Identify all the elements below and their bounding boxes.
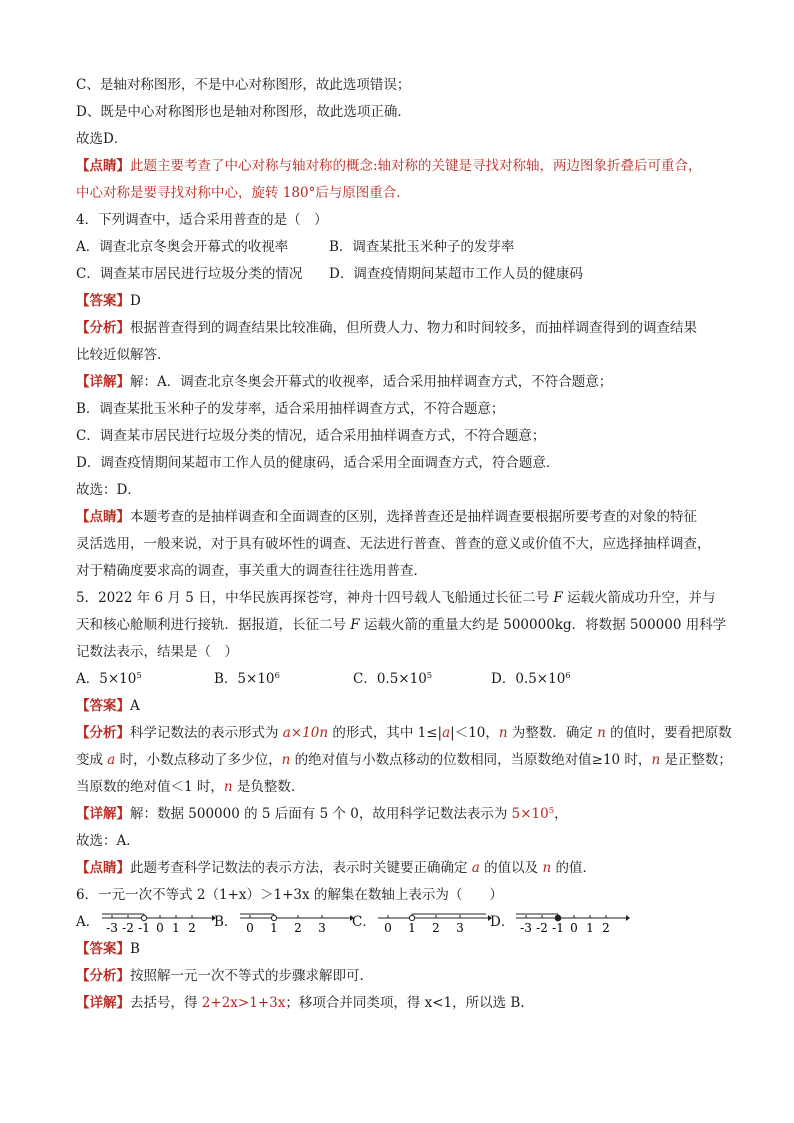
dianjing-tag: 【点睛】	[76, 860, 130, 876]
q5-var-a: a	[107, 752, 116, 768]
open-point	[409, 915, 414, 920]
q4-analysis-line-1	[76, 315, 726, 342]
dianjing-tag: 【点睛】	[76, 158, 130, 174]
q4-detail-line-2: B．调查某批玉米种子的发芽率，适合采用抽样调查方式，不符合题意；	[76, 401, 505, 417]
q5-dianjing-text: 的值以及	[479, 860, 543, 876]
q5-detail-exp: 5	[548, 806, 555, 816]
q4-detail-line-1	[76, 369, 726, 396]
answer-tag: 【答案】	[76, 698, 130, 714]
tick-label: 1	[172, 921, 180, 935]
q4-option-a: A．调查北京冬奥会开幕式的收视率	[76, 239, 289, 255]
prev-dianjing-line-1	[76, 153, 726, 180]
q6-analysis-line	[76, 963, 726, 990]
q5-analysis-text: 科学记数法的表示形式为	[130, 725, 283, 741]
tick-label: 1	[408, 921, 416, 935]
q5-detail-line	[76, 801, 726, 828]
q5-var-n: n	[498, 725, 508, 741]
q5-detail-text: 解：数据 500000 的 5 后面有 5 个 0，故用科学记数法表示为	[130, 806, 512, 822]
q6-answer: B	[130, 941, 140, 957]
tick-label: 2	[294, 921, 302, 935]
q5-dianjing-line	[76, 855, 726, 882]
q5-detail-text: ，	[554, 806, 568, 822]
q5-stem-text: 运载火箭的重量大约是 500000kg．将数据 500000 用科学	[359, 617, 727, 633]
tick-label: -3	[520, 921, 532, 935]
detail-tag: 【详解】	[76, 374, 130, 390]
tick-label: -2	[122, 921, 134, 935]
q5-var-a: a	[442, 725, 451, 741]
tick-label: 0	[384, 921, 392, 935]
prev-dianjing-line-2: 中心对称是要寻找对称中心，旋转 180°后与原图重合．	[76, 185, 410, 201]
q6-answer-line	[76, 936, 726, 963]
q5-var-n: n	[597, 725, 606, 741]
q6-detail-formula: 2+2x>1+3x	[201, 995, 286, 1011]
q5-var-n: n	[281, 752, 291, 768]
q4-stem: 4．下列调查中，适合采用普查的是（ ）	[76, 212, 328, 228]
tick-label: 2	[432, 921, 440, 935]
q5-analysis-text: 变成	[76, 752, 108, 768]
q4-dianjing-line-2: 灵活选用，一般来说，对于具有破坏性的调查、无法进行普查、普查的意义或价值不大，应选择抽样调查，	[76, 536, 711, 552]
q5-var-n: n	[223, 779, 233, 795]
q4-analysis-line-2: 比较近似解答．	[76, 347, 171, 363]
q5-option-c	[353, 666, 432, 693]
q4-answer-line	[76, 288, 726, 315]
q5-analysis-text: 为整数．确定	[507, 725, 598, 741]
q5-option-d-exp: 6	[565, 671, 571, 681]
q5-dianjing-text: 的值．	[551, 860, 596, 876]
closed-point	[555, 915, 561, 921]
q6-option-d-label: D．	[490, 914, 515, 930]
q5-var-f: F	[553, 590, 563, 606]
axis-arrow	[626, 915, 630, 921]
answer-tag: 【答案】	[76, 293, 130, 309]
q4-detail-text: 解：A．调查北京冬奥会开幕式的收视率，适合采用抽样调查方式，不符合题意；	[130, 374, 613, 390]
q6-options-row	[76, 909, 726, 936]
q6-stem: 6．一元一次不等式 2（1+x）＞1+3x 的解集在数轴上表示为（ ）	[76, 887, 503, 903]
q5-option-b	[214, 666, 280, 693]
detail-tag: 【详解】	[76, 995, 130, 1011]
q5-option-a-exp: 5	[136, 671, 142, 681]
q4-dianjing-text: 本题考查的是抽样调查和全面调查的区别，选择普查还是抽样调查要根据所要考查的对象的特征	[130, 509, 697, 525]
q5-option-b-exp: 6	[274, 671, 280, 681]
tick-label: -1	[552, 921, 564, 935]
q4-answer: D	[130, 293, 141, 309]
document-page	[76, 72, 732, 1017]
tick-label: 0	[246, 921, 254, 935]
q5-option-c-exp: 5	[426, 671, 433, 681]
q5-analysis-text: 的形式，其中 1≤|	[328, 725, 443, 741]
analysis-tag: 【分析】	[76, 968, 130, 984]
q6-option-a-number-line	[98, 909, 216, 936]
q5-option-d-text: D．0.5×10	[491, 671, 566, 687]
q5-stem-line-1	[76, 585, 726, 612]
q5-dianjing-text: 此题考查科学记数法的表示方法，表示时关键要正确确定	[130, 860, 472, 876]
q5-analysis-text: |＜10，	[450, 725, 499, 741]
q5-analysis-line-1	[76, 720, 732, 747]
q4-options-row-1	[76, 234, 726, 261]
tick-label: 2	[602, 921, 610, 935]
q6-detail-text: ；移项合并同类项，得 x<1，所以选 B.	[285, 995, 525, 1011]
q5-answer-line	[76, 693, 726, 720]
q5-analysis-text: 是正整数；	[660, 752, 732, 768]
tick-label: -3	[106, 921, 118, 935]
q6-option-c-label: C．	[352, 914, 376, 930]
tick-label: 1	[586, 921, 594, 935]
q5-option-a	[76, 666, 142, 693]
q5-analysis-line-2	[76, 747, 732, 774]
q5-stem-text: 天和核心舱顺利进行接轨．据报道，长征二号	[76, 617, 351, 633]
q6-option-b-label: B．	[214, 914, 238, 930]
analysis-tag: 【分析】	[76, 320, 130, 336]
q6-option-a-label: A．	[76, 914, 100, 930]
q5-option-a-text: A．5×10	[76, 671, 137, 687]
tick-label: 3	[456, 921, 464, 935]
open-point	[141, 915, 146, 920]
q5-stem-text: 5．2022 年 6 月 5 日，中华民族再探苍穹，神舟十四号载人飞船通过长征二号	[76, 590, 554, 606]
q5-var-a: a	[471, 860, 480, 876]
q5-formula: a×10n	[282, 725, 329, 741]
q4-choose-line: 故选：D．	[76, 482, 141, 498]
prev-option-d-line: D、既是中心对称图形也是轴对称图形，故此选项正确．	[76, 104, 411, 120]
q5-detail-formula: 5×10	[511, 806, 549, 822]
q5-analysis-text: 的绝对值与小数点移动的位数相同，当原数绝对值≥10 时，	[290, 752, 652, 768]
q5-answer: A	[130, 698, 140, 714]
q6-analysis-text: 按照解一元一次不等式的步骤求解即可.	[130, 968, 364, 984]
q4-options-row-2	[76, 261, 726, 288]
q6-option-b-number-line	[236, 909, 354, 936]
q6-detail-line	[76, 990, 726, 1017]
dianjing-text: 此题主要考查了中心对称与轴对称的概念:轴对称的关键是寻找对称轴，两边图象折叠后可重合，	[130, 158, 702, 174]
tick-label: -1	[138, 921, 150, 935]
dianjing-tag: 【点睛】	[76, 509, 130, 525]
q4-detail-line-4: D．调查疫情期间某超市工作人员的健康码，适合采用全面调查方式，符合题意．	[76, 455, 560, 471]
tick-label: 1	[270, 921, 278, 935]
q5-analysis-text: 时，小数点移动了多少位，	[115, 752, 282, 768]
tick-label: 3	[318, 921, 326, 935]
q5-analysis-text: 的值时，要看把原数	[605, 725, 732, 741]
q5-analysis-line-3	[76, 774, 726, 801]
q4-dianjing-line-1	[76, 504, 726, 531]
q6-option-c-number-line	[374, 909, 492, 936]
q6-detail-text: 去括号，得	[130, 995, 202, 1011]
q4-detail-line-3: C．调查某市居民进行垃圾分类的情况，适合采用抽样调查方式，不符合题意；	[76, 428, 546, 444]
q5-option-d	[491, 666, 571, 693]
q4-dianjing-line-3: 对于精确度要求高的调查，事关重大的调查往往选用普查．	[76, 563, 427, 579]
q5-choose-line: 故选：A．	[76, 833, 140, 849]
tick-label: 0	[570, 921, 578, 935]
prev-choose-line: 故选D．	[76, 131, 128, 147]
q4-option-b: B．调查某批玉米种子的发芽率	[329, 239, 515, 255]
prev-option-c-line: C、是轴对称图形，不是中心对称图形，故此选项错误；	[76, 77, 411, 93]
q5-var-f: F	[350, 617, 360, 633]
q5-options-row	[76, 666, 726, 693]
q5-analysis-text: 是负整数．	[232, 779, 305, 795]
tick-label: 0	[156, 921, 164, 935]
q5-stem-text: 运载火箭成功升空，并与	[562, 590, 716, 606]
q5-option-b-text: B．5×10	[214, 671, 275, 687]
q5-var-n: n	[542, 860, 552, 876]
analysis-tag: 【分析】	[76, 725, 130, 741]
q4-option-c: C．调查某市居民进行垃圾分类的情况	[76, 266, 303, 282]
q4-option-d: D．调查疫情期间某超市工作人员的健康码	[329, 266, 583, 282]
detail-tag: 【详解】	[76, 806, 130, 822]
open-point	[271, 915, 276, 920]
q4-analysis-text: 根据普查得到的调查结果比较准确，但所费人力、物力和时间较多，而抽样调查得到的调查结果	[130, 320, 697, 336]
q5-analysis-text: 当原数的绝对值＜1 时，	[76, 779, 224, 795]
q5-option-c-text: C．0.5×10	[353, 671, 427, 687]
q5-var-n: n	[651, 752, 661, 768]
q6-option-d-number-line	[512, 909, 630, 936]
answer-tag: 【答案】	[76, 941, 130, 957]
tick-label: -2	[536, 921, 548, 935]
tick-label: 2	[188, 921, 196, 935]
q5-stem-line-2	[76, 612, 726, 639]
q5-stem-line-3: 记数法表示，结果是（ ）	[76, 644, 238, 660]
